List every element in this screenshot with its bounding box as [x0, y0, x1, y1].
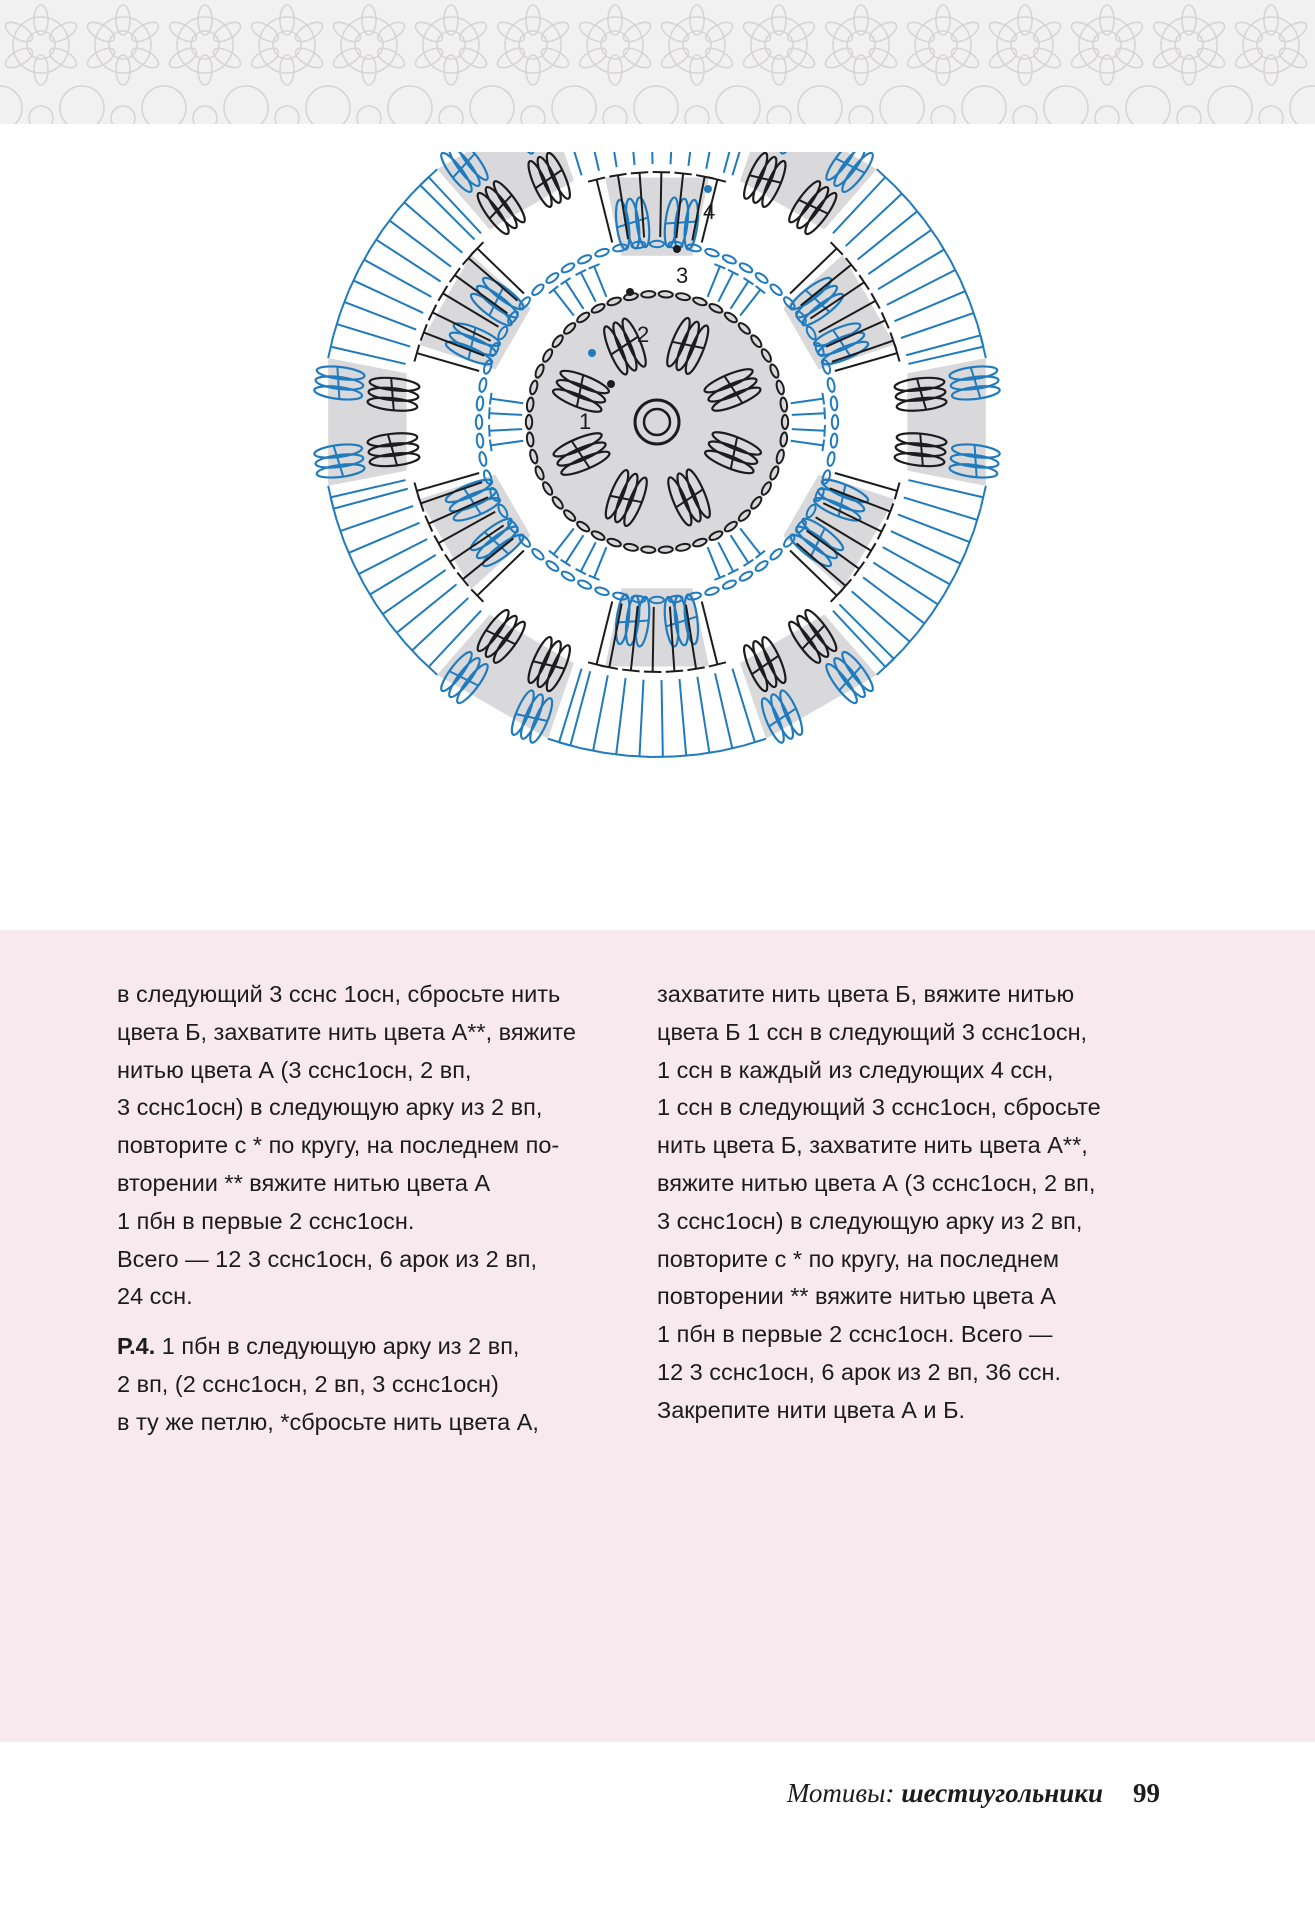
tall-stitch	[383, 211, 397, 230]
tall-stitch	[397, 194, 412, 212]
start-point-marker	[704, 185, 712, 193]
tall-stitch	[938, 240, 950, 260]
tall-stitch	[950, 260, 961, 281]
instruction-line: 1 ссн в следующий 3 сснс1осн, сбросьте	[657, 1094, 1101, 1121]
instruction-line: 1 пбн в первые 2 сснс1осн. Всего —	[657, 1321, 1053, 1348]
instruction-line: в ту же петлю, *сбросьте нить цвета А,	[117, 1408, 539, 1435]
start-point-marker	[626, 288, 634, 296]
start-point-marker	[673, 245, 681, 253]
tall-stitch	[628, 756, 651, 757]
tall-stitch	[965, 531, 973, 553]
row-label: 1	[579, 409, 592, 434]
tall-stitch	[902, 633, 917, 651]
page-footer	[0, 1778, 1160, 1809]
row4-label: Р.4.	[117, 1333, 156, 1360]
center-fill	[527, 292, 787, 552]
instruction-line: 24 ссн.	[117, 1283, 193, 1310]
lace-pattern	[0, 0, 1315, 124]
decorative-lace-header	[0, 0, 1315, 124]
tall-stitch	[353, 564, 364, 585]
crochet-hexagon-chart	[262, 152, 1052, 882]
tall-stitch	[605, 753, 628, 756]
tall-stitch	[675, 755, 698, 757]
tall-stitch	[340, 291, 348, 313]
instruction-line: 2 вп, (2 сснс1осн, 2 вп, 3 сснс1осн)	[117, 1370, 499, 1397]
instruction-line: цвета Б, захватите нить цвета А**, вяжите	[117, 1018, 576, 1045]
tall-stitch	[631, 172, 648, 173]
tall-stitch	[349, 270, 359, 291]
tall-stitch	[344, 542, 353, 564]
section-name: Мотивы:	[786, 1778, 902, 1808]
instruction-line: Всего — 12 3 сснс1осн, 6 арок из 2 вп,	[117, 1245, 537, 1272]
instruction-line: 1 пбн в первые 2 сснс1осн.	[117, 1207, 415, 1234]
instruction-line: 3 сснс1осн) в следующую арку из 2 вп,	[117, 1094, 543, 1121]
chapter-title: шестиугольники	[901, 1778, 1103, 1808]
instruction-line: нитью цвета А (3 сснс1осн, 2 вп,	[117, 1056, 472, 1083]
start-point-marker	[607, 380, 615, 388]
tall-stitch	[653, 607, 654, 672]
tall-stitch	[662, 680, 663, 757]
tall-stitch	[370, 230, 383, 250]
tall-stitch	[961, 280, 970, 302]
tall-stitch	[925, 220, 938, 239]
tall-stitch	[944, 574, 955, 594]
tall-stitch	[389, 624, 404, 642]
tall-stitch	[666, 671, 683, 672]
page-number: 99	[1133, 1778, 1160, 1808]
row4-first-line: Р.4. 1 пбн в следующую арку из 2 вп,	[117, 1333, 520, 1360]
instruction-line: вторении ** вяжите нитью цвета А	[117, 1169, 491, 1196]
instruction-line: вяжите нитью цвета А (3 сснс1осн, 2 вп,	[657, 1169, 1096, 1196]
tall-stitch	[489, 407, 490, 419]
tall-stitch	[824, 425, 825, 437]
row-label: 4	[703, 199, 716, 224]
instruction-line: 12 3 сснс1осн, 6 арок из 2 вп, 36 ссн.	[657, 1358, 1062, 1385]
instruction-line: 1 ссн в каждый из следующих 4 ссн,	[657, 1056, 1054, 1083]
instruction-line: цвета Б 1 ссн в следующий 3 сснс1осн,	[657, 1018, 1088, 1045]
tall-stitch	[917, 614, 931, 633]
tall-stitch	[931, 595, 944, 615]
tall-stitch	[489, 425, 490, 437]
instruction-line: Закрепите нити цвета А и Б.	[657, 1396, 966, 1423]
instruction-line: повторите с * по кругу, на последнем	[657, 1245, 1060, 1272]
tall-stitch	[376, 604, 389, 623]
tall-stitch	[955, 553, 965, 574]
instruction-line: повторите с * по кругу, на последнем по-	[117, 1132, 560, 1159]
instruction-line: нить цвета Б, захватите нить цвета А**,	[657, 1132, 1088, 1159]
tall-stitch	[660, 172, 661, 237]
tall-stitch	[824, 407, 825, 419]
tall-stitch	[359, 249, 370, 269]
instructions-left-column	[117, 976, 637, 1442]
instruction-line: захватите нить цвета Б, вяжите нитью	[657, 981, 1075, 1007]
start-point-marker	[588, 349, 596, 357]
tall-stitch	[364, 584, 376, 604]
crochet-chart-canvas	[262, 152, 1052, 882]
instruction-line: 3 сснс1осн) в следующую арку из 2 вп,	[657, 1207, 1083, 1234]
tall-stitch	[910, 202, 925, 220]
instructions-right-column	[657, 976, 1197, 1430]
row-label: 2	[637, 322, 650, 347]
row-label: 3	[676, 263, 689, 288]
instruction-line: повторении ** вяжите нитью цвета А	[657, 1283, 1056, 1310]
instruction-line: в следующий 3 сснс 1осн, сбросьте нить	[117, 981, 561, 1007]
